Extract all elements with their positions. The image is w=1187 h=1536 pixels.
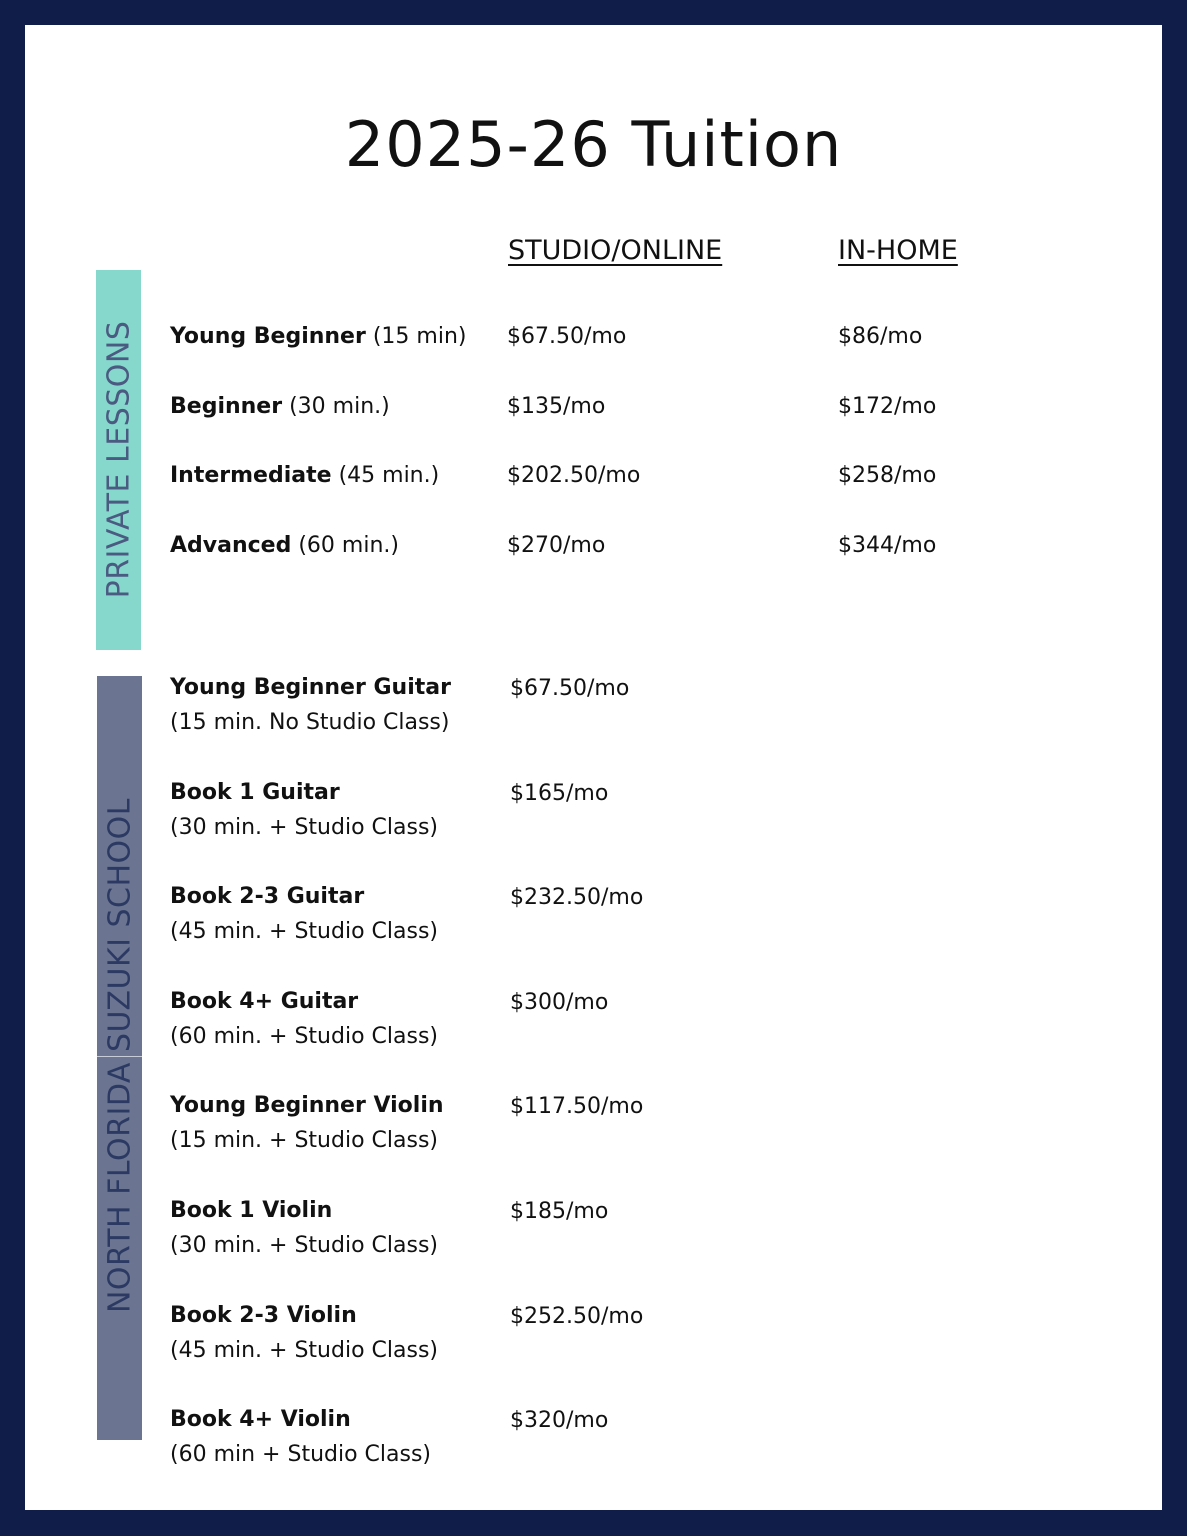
lesson-name: Advanced: [170, 533, 292, 559]
suzuki-program-name: [170, 1198, 332, 1223]
lesson-detail: (30 min.): [289, 393, 390, 419]
suzuki-program-detail: (60 min + Studio Class): [170, 1442, 432, 1468]
program-name: Book 2-3 Guitar: [170, 884, 365, 910]
suzuki-program-name: [170, 884, 364, 909]
studio-price: $252.50/mo: [510, 1303, 644, 1329]
in-home-price: $258/mo: [838, 463, 937, 489]
suzuki-program-detail: (15 min. + Studio Class): [170, 1128, 438, 1154]
in-home-price: $86/mo: [838, 324, 923, 349]
program-name: Book 4+ Violin: [170, 1407, 351, 1433]
studio-price: $117.50/mo: [510, 1094, 644, 1120]
program-name: Book 2-3 Violin: [170, 1302, 357, 1328]
suzuki-program-name: [170, 989, 358, 1014]
program-name: Book 4+ Guitar: [170, 988, 359, 1014]
lesson-detail: (60 min.): [298, 533, 399, 559]
studio-price: $320/mo: [510, 1408, 609, 1434]
program-name: Book 1 Violin: [170, 1198, 333, 1223]
private-lesson-row: [170, 533, 399, 558]
suzuki-program-detail: (30 min. + Studio Class): [170, 814, 438, 840]
page-title: 2025-26 Tuition: [344, 108, 843, 181]
program-name: Young Beginner Violin: [170, 1093, 444, 1119]
column-header-in-home: IN-HOME: [838, 235, 958, 266]
suzuki-program-name: [170, 1093, 444, 1118]
suzuki-program-name: [170, 1303, 357, 1328]
lesson-detail: (15 min): [372, 324, 467, 349]
studio-price: $67.50/mo: [507, 324, 627, 349]
suzuki-school-bar: [97, 676, 142, 1440]
lesson-name: Beginner: [170, 393, 283, 419]
program-name: Book 1 Guitar: [170, 779, 340, 805]
studio-price: $270/mo: [507, 533, 606, 559]
suzuki-program-detail: (60 min. + Studio Class): [170, 1023, 438, 1049]
suzuki-program-detail: (15 min. No Studio Class): [170, 710, 450, 735]
private-lesson-row: [170, 324, 466, 349]
suzuki-program-name: [170, 780, 340, 805]
private-lesson-row: [170, 463, 439, 488]
private-lessons-label: PRIVATE LESSONS: [101, 320, 137, 599]
lesson-name: Intermediate: [170, 463, 332, 489]
private-lesson-row: [170, 394, 390, 419]
suzuki-program-detail: (30 min. + Studio Class): [170, 1233, 438, 1258]
in-home-price: $172/mo: [838, 393, 937, 419]
studio-price: $185/mo: [510, 1199, 609, 1224]
private-lessons-bar: [96, 270, 141, 650]
column-header-studio-online: STUDIO/ONLINE: [508, 235, 723, 266]
program-name: Young Beginner Guitar: [170, 675, 451, 700]
lesson-name: Young Beginner: [170, 324, 366, 349]
suzuki-program-detail: (45 min. + Studio Class): [170, 919, 438, 945]
studio-price: $232.50/mo: [510, 885, 644, 911]
suzuki-school-label: NORTH FLORIDA SUZUKI SCHOOL: [102, 798, 138, 1314]
studio-price: $165/mo: [510, 780, 609, 806]
suzuki-program-name: [170, 1407, 351, 1432]
studio-price: $67.50/mo: [510, 676, 630, 701]
suzuki-program-detail: (45 min. + Studio Class): [170, 1337, 438, 1363]
studio-price: $135/mo: [507, 393, 606, 419]
suzuki-program-name: [170, 675, 451, 700]
studio-price: $202.50/mo: [507, 463, 641, 489]
lesson-detail: (45 min.): [338, 463, 440, 489]
in-home-price: $344/mo: [838, 533, 937, 559]
studio-price: $300/mo: [510, 989, 609, 1015]
